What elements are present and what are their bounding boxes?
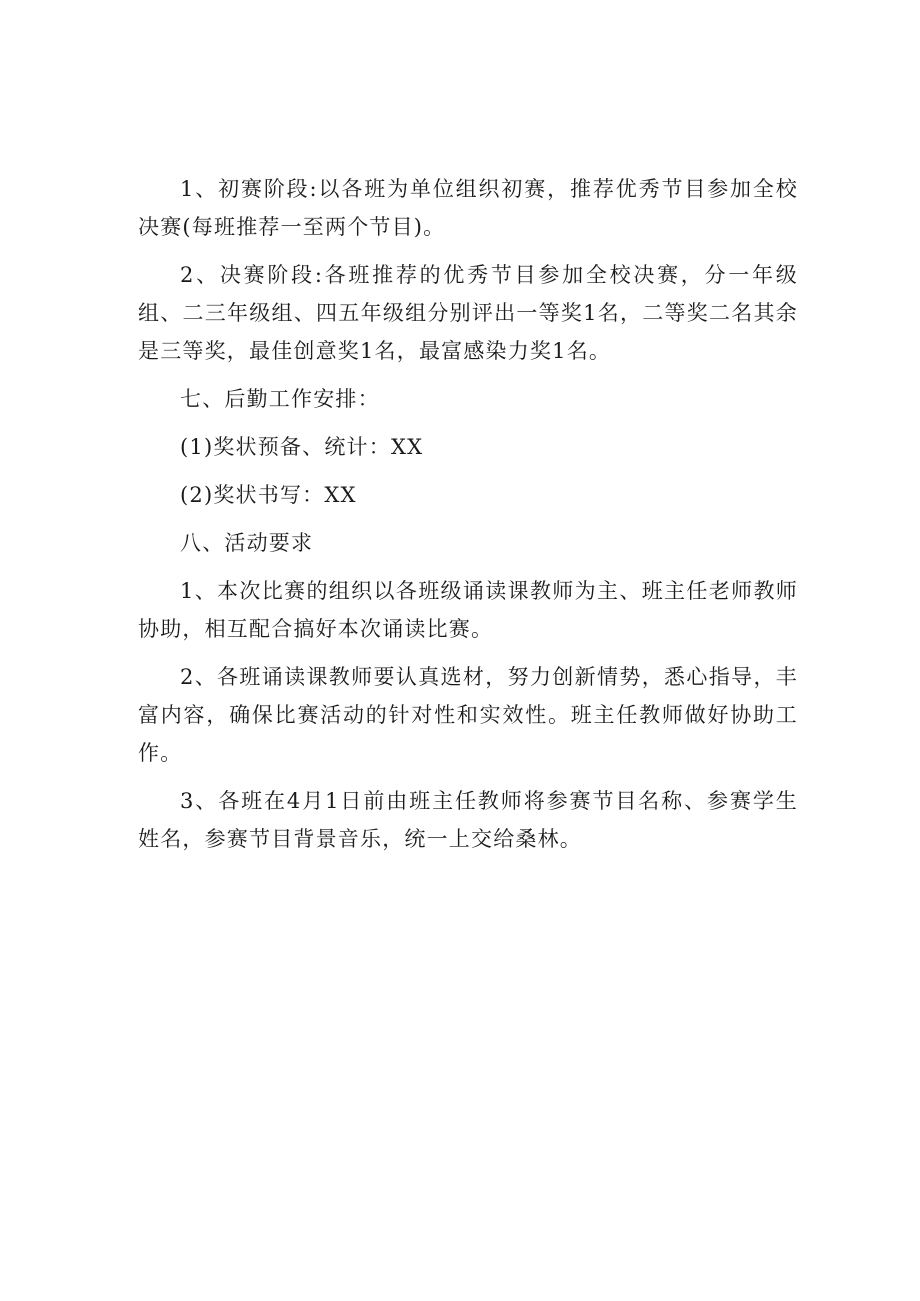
paragraph-logistics-item-1: (1)奖状预备、统计：XX — [180, 435, 424, 459]
paragraph-requirement-3: 3、各班在4月1日前由班主任教师将参赛节目名称、参赛学生姓名，参赛节目背景音乐，统一上交给桑林。 — [138, 789, 798, 851]
paragraph-preliminary-stage: 1、初赛阶段:以各班为单位组织初赛，推荐优秀节目参加全校决赛(每班推荐一至两个节目)。 — [138, 177, 798, 239]
paragraph-logistics-item-2: (2)奖状书写：XX — [180, 483, 357, 507]
paragraph-final-stage: 2、决赛阶段:各班推荐的优秀节目参加全校决赛，分一年级组、二三年级组、四五年级组分别评出一等奖1名，二等奖二名其余是三等奖，最佳创意奖1名，最富感染力奖1名。 — [138, 263, 798, 363]
heading-requirements: 八、活动要求 — [180, 531, 314, 555]
document-body — [138, 170, 798, 868]
paragraph-requirement-2: 2、各班诵读课教师要认真选材，努力创新情势，悉心指导，丰富内容，确保比赛活动的针对性和实效性。班主任教师做好协助工作。 — [138, 665, 798, 765]
paragraph-requirement-1: 1、本次比赛的组织以各班级诵读课教师为主、班主任老师教师协助，相互配合搞好本次诵读比赛。 — [138, 579, 798, 641]
heading-logistics: 七、后勤工作安排： — [180, 387, 380, 411]
